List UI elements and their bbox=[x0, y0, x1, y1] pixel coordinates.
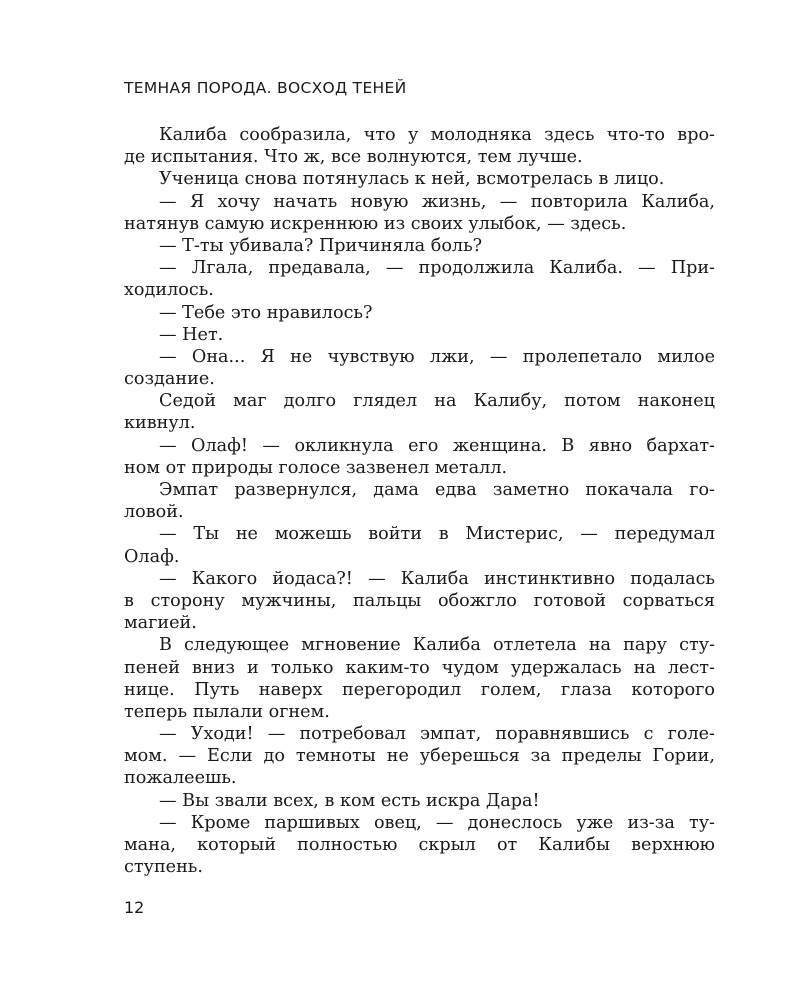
text-line: де испытания. Что ж, все волнуются, тем лучше. bbox=[124, 147, 583, 168]
text-line: теперь пылали огнем. bbox=[124, 701, 330, 722]
text-line: мом. — Если до темноты не уберешься за пределы Гории, bbox=[124, 746, 715, 767]
text-line: в сторону мужчины, пальцы обожгло готовой сорваться bbox=[124, 590, 715, 611]
text-line: В следующее мгновение Калиба отлетела на пару сту- bbox=[159, 635, 715, 656]
text-line: Калиба сообразила, что у молодняка здесь что-то вро- bbox=[159, 125, 715, 145]
running-head: ТЕМНАЯ ПОРОДА. ВОСХОД ТЕНЕЙ bbox=[124, 79, 407, 97]
text-line: — Нет. bbox=[159, 324, 224, 345]
text-line: ловой. bbox=[124, 502, 184, 523]
text-line: Олаф. bbox=[124, 546, 180, 567]
text-line: кивнул. bbox=[124, 413, 196, 434]
text-line: магией. bbox=[124, 613, 197, 634]
text-line: — Олаф! — окликнула его женщина. В явно бархат- bbox=[159, 435, 715, 456]
text-line: создание. bbox=[124, 369, 215, 390]
text-line: — Тебе это нравилось? bbox=[159, 302, 373, 323]
text-line: — Т-ты убивала? Причиняла боль? bbox=[159, 235, 483, 256]
text-line: натянув самую искреннюю из своих улыбок, — здесь. bbox=[124, 213, 627, 234]
text-line: ходилось. bbox=[124, 280, 214, 301]
text-line: — Уходи! — потребовал эмпат, поравнявшись с голе- bbox=[159, 724, 715, 745]
text-line: мана, который полностью скрыл от Калибы верхнюю bbox=[124, 835, 715, 855]
text-line: — Я хочу начать новую жизнь, — повторила Калиба, bbox=[159, 191, 715, 212]
text-line: пеней вниз и только каким-то чудом удержалась на лест- bbox=[124, 657, 715, 678]
page-number: 12 bbox=[124, 898, 145, 917]
text-line: ном от природы голосе зазвенел металл. bbox=[124, 457, 508, 478]
text-line: — Ты не можешь войти в Мистерис, — передумал bbox=[159, 524, 715, 545]
text-line: нице. Путь наверх перегородил голем, глаза которого bbox=[124, 679, 715, 700]
text-line: Седой маг долго глядел на Калибу, потом наконец bbox=[159, 391, 715, 412]
text-line: ступень. bbox=[124, 857, 203, 878]
text-line: Эмпат развернулся, дама едва заметно покачала го- bbox=[159, 480, 715, 500]
text-line: пожалеешь. bbox=[124, 768, 237, 789]
text-line: — Какого йодаса?! — Калиба инстинктивно подалась bbox=[159, 568, 715, 589]
text-line: — Кроме паршивых овец, — донеслось уже из-за ту- bbox=[159, 812, 715, 833]
body-text bbox=[124, 124, 715, 878]
text-line: — Лгала, предавала, — продолжила Калиба. — При- bbox=[159, 258, 715, 279]
text-line: — Она... Я не чувствую лжи, — пролепетало милое bbox=[159, 346, 715, 367]
text-line: Ученица снова потянулась к ней, всмотрелась в лицо. bbox=[159, 169, 665, 190]
text-line: — Вы звали всех, в ком есть искра Дара! bbox=[159, 790, 540, 811]
